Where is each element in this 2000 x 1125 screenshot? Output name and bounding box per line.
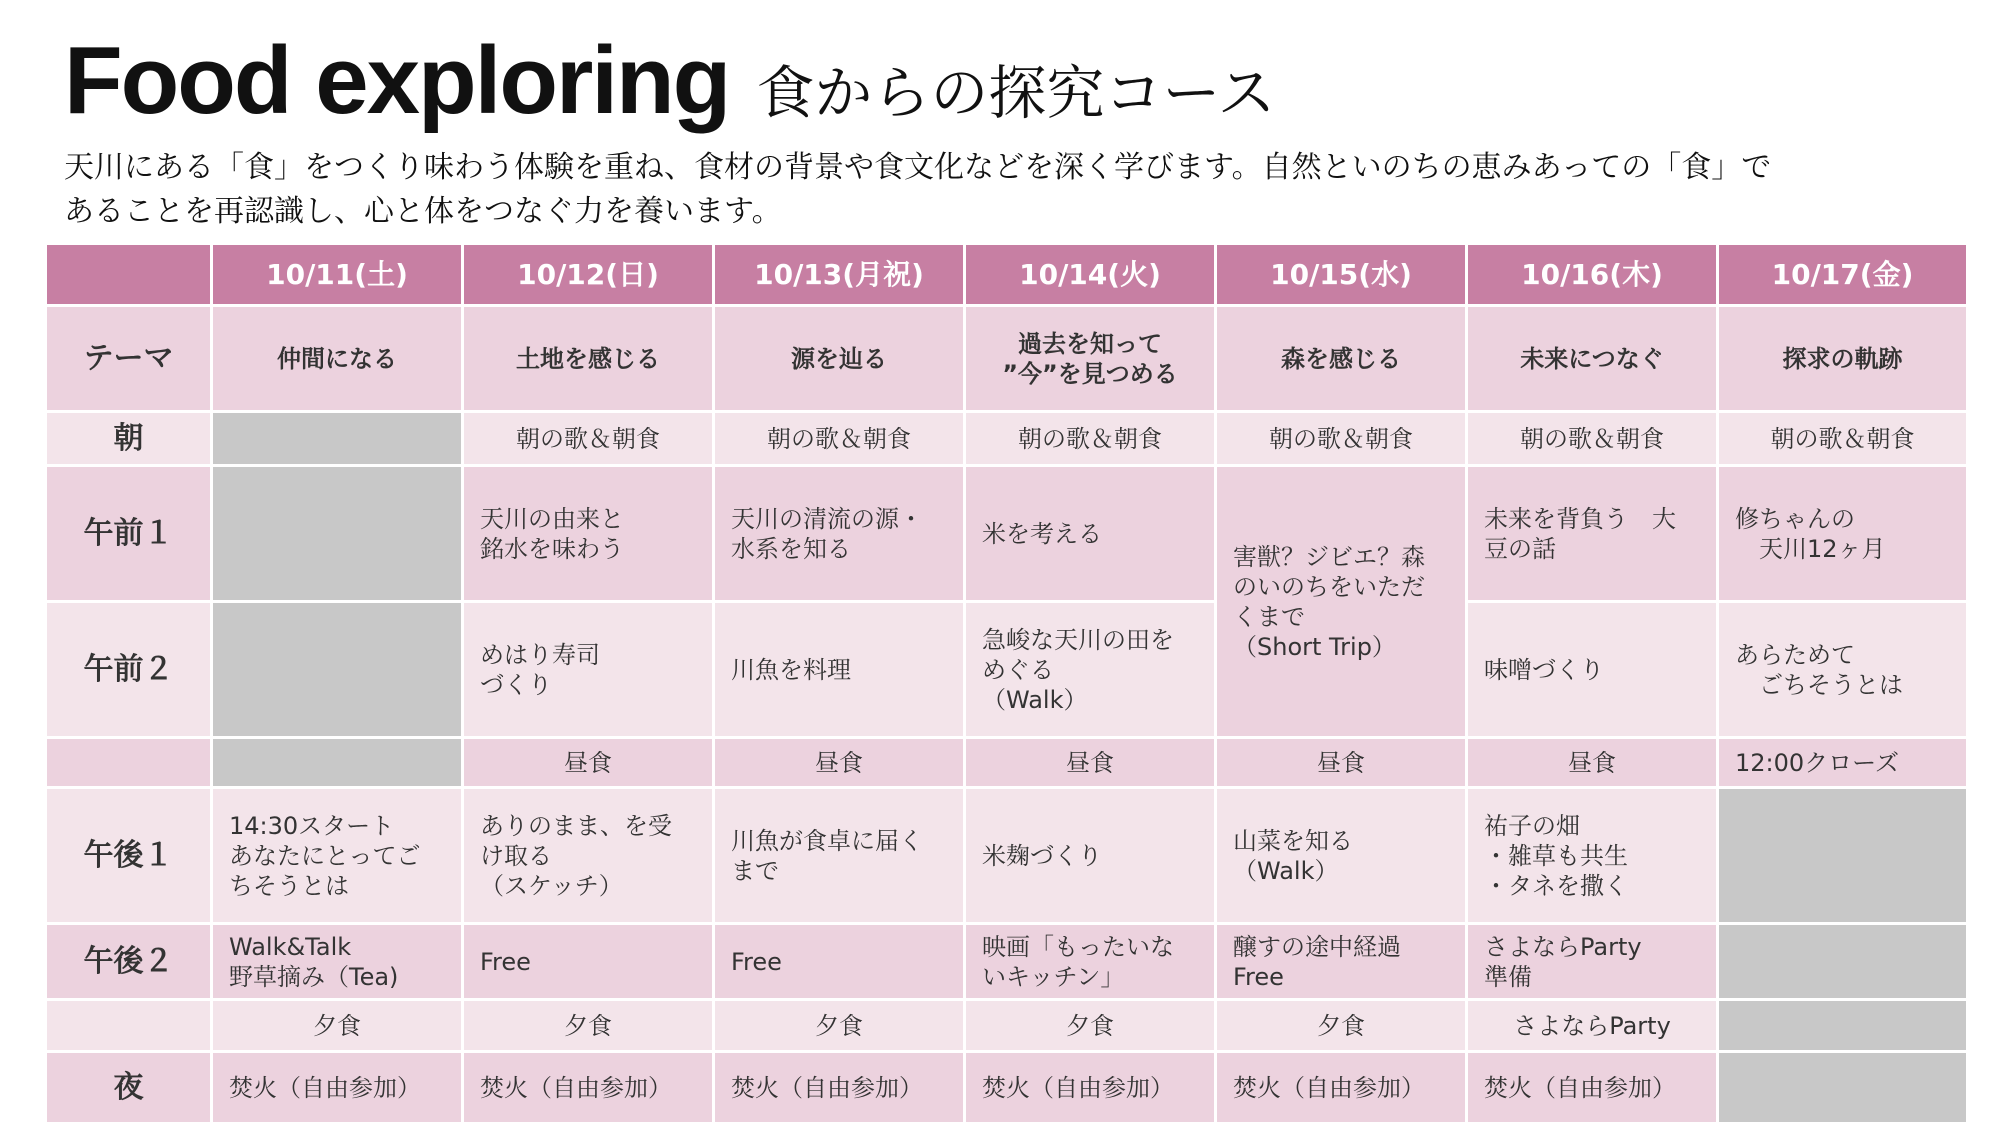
row-label-am1: 午前１ (46, 466, 212, 602)
activity-cell: 焚火（自由参加） (1216, 1052, 1467, 1124)
activity-cell: 天川の由来と 銘水を味わう (463, 466, 714, 602)
theme-cell: 森を感じる (1216, 306, 1467, 412)
activity-cell: Walk&Talk 野草摘み（Tea) (212, 924, 463, 1000)
activity-cell: 醸すの途中経過 Free (1216, 924, 1467, 1000)
row-label-dinner (46, 1000, 212, 1052)
activity-cell: さよならParty 準備 (1467, 924, 1718, 1000)
date-header: 10/11(土) (212, 244, 463, 306)
activity-cell: 川魚を料理 (714, 602, 965, 738)
am1-row (46, 466, 1968, 602)
inactive-cell (1718, 924, 1968, 1000)
pm2-row (46, 924, 1968, 1000)
inactive-cell (1718, 1000, 1968, 1052)
date-header: 10/12(日) (463, 244, 714, 306)
activity-cell: めはり寿司 づくり (463, 602, 714, 738)
title-sub: 食からの探究コース (756, 59, 1276, 127)
activity-cell: 焚火（自由参加） (965, 1052, 1216, 1124)
activity-cell: 天川の清流の源・ 水系を知る (714, 466, 965, 602)
inactive-cell (1718, 788, 1968, 924)
date-header: 10/13(月祝) (714, 244, 965, 306)
inactive-cell (212, 738, 463, 788)
date-header: 10/15(水) (1216, 244, 1467, 306)
theme-cell: 探求の軌跡 (1718, 306, 1968, 412)
morning-cell: 朝の歌＆朝食 (1216, 412, 1467, 466)
course-description (64, 146, 1964, 234)
meal-cell: 夕食 (1216, 1000, 1467, 1052)
activity-cell: あらためて ごちそうとは (1718, 602, 1968, 738)
theme-cell: 仲間になる (212, 306, 463, 412)
lunch-row (46, 738, 1968, 788)
morning-cell: 朝の歌＆朝食 (714, 412, 965, 466)
theme-cell: 源を辿る (714, 306, 965, 412)
meal-cell: 昼食 (714, 738, 965, 788)
activity-cell: 焚火（自由参加） (463, 1052, 714, 1124)
activity-cell: 修ちゃんの 天川12ヶ月 (1718, 466, 1968, 602)
morning-cell: 朝の歌＆朝食 (463, 412, 714, 466)
row-label-night: 夜 (46, 1052, 212, 1124)
theme-cell: 未来につなぐ (1467, 306, 1718, 412)
theme-cell: 土地を感じる (463, 306, 714, 412)
meal-cell: 夕食 (965, 1000, 1216, 1052)
pm1-row (46, 788, 1968, 924)
activity-cell: ありのまま、を受 け取る （スケッチ） (463, 788, 714, 924)
activity-cell: 米麹づくり (965, 788, 1216, 924)
row-label-lunch (46, 738, 212, 788)
morning-cell: 朝の歌＆朝食 (1718, 412, 1968, 466)
meal-cell: 夕食 (212, 1000, 463, 1052)
date-header: 10/14(火) (965, 244, 1216, 306)
activity-cell: Free (714, 924, 965, 1000)
activity-cell: 祐子の畑 ・雑草も共生 ・タネを撒く (1467, 788, 1718, 924)
inactive-cell (212, 466, 463, 602)
inactive-cell (212, 412, 463, 466)
meal-cell: 昼食 (463, 738, 714, 788)
activity-cell: 味噌づくり (1467, 602, 1718, 738)
meal-cell: 昼食 (1467, 738, 1718, 788)
description-line: 天川にある「食」をつくり味わう体験を重ね、食材の背景や食文化などを深く学びます。自然といのちの恵みあっての「食」で (64, 150, 1772, 185)
dinner-row (46, 1000, 1968, 1052)
activity-cell: 焚火（自由参加） (714, 1052, 965, 1124)
activity-cell: 未来を背負う 大 豆の話 (1467, 466, 1718, 602)
meal-cell: さよならParty (1467, 1000, 1718, 1052)
activity-cell: Free (463, 924, 714, 1000)
schedule-table (44, 242, 1969, 1125)
activity-cell: 急峻な天川の田を めぐる （Walk） (965, 602, 1216, 738)
activity-cell: 映画「もったいな いキッチン」 (965, 924, 1216, 1000)
row-label-pm1: 午後１ (46, 788, 212, 924)
date-header: 10/16(木) (1467, 244, 1718, 306)
am2-row (46, 602, 1968, 738)
meal-cell: 夕食 (714, 1000, 965, 1052)
activity-cell: 焚火（自由参加） (212, 1052, 463, 1124)
meal-cell: 昼食 (1216, 738, 1467, 788)
row-label-theme: テーマ (46, 306, 212, 412)
activity-cell: 14:30スタート あなたにとってご ちそうとは (212, 788, 463, 924)
date-header: 10/17(金) (1718, 244, 1968, 306)
activity-cell: 害獣？ジビエ？森 のいのちをいただ くまで （Short Trip） (1216, 466, 1467, 738)
morning-cell: 朝の歌＆朝食 (1467, 412, 1718, 466)
row-label-pm2: 午後２ (46, 924, 212, 1000)
row-label-am2: 午前２ (46, 602, 212, 738)
inactive-cell (212, 602, 463, 738)
page-title (64, 26, 1275, 136)
meal-cell: 昼食 (965, 738, 1216, 788)
description-line: あることを再認識し、心と体をつなぐ力を養います。 (64, 194, 782, 229)
meal-cell: 夕食 (463, 1000, 714, 1052)
activity-cell: 焚火（自由参加） (1467, 1052, 1718, 1124)
morning-row (46, 412, 1968, 466)
header-corner (46, 244, 212, 306)
theme-row (46, 306, 1968, 412)
inactive-cell (1718, 1052, 1968, 1124)
night-row (46, 1052, 1968, 1124)
theme-cell: 過去を知って ”今”を見つめる (965, 306, 1216, 412)
activity-cell: 山菜を知る （Walk） (1216, 788, 1467, 924)
row-label-morning: 朝 (46, 412, 212, 466)
activity-cell: 川魚が食卓に届く まで (714, 788, 965, 924)
title-main: Food exploring (64, 27, 730, 134)
activity-cell: 米を考える (965, 466, 1216, 602)
morning-cell: 朝の歌＆朝食 (965, 412, 1216, 466)
header-row (46, 244, 1968, 306)
meal-cell: 12:00クローズ (1718, 738, 1968, 788)
